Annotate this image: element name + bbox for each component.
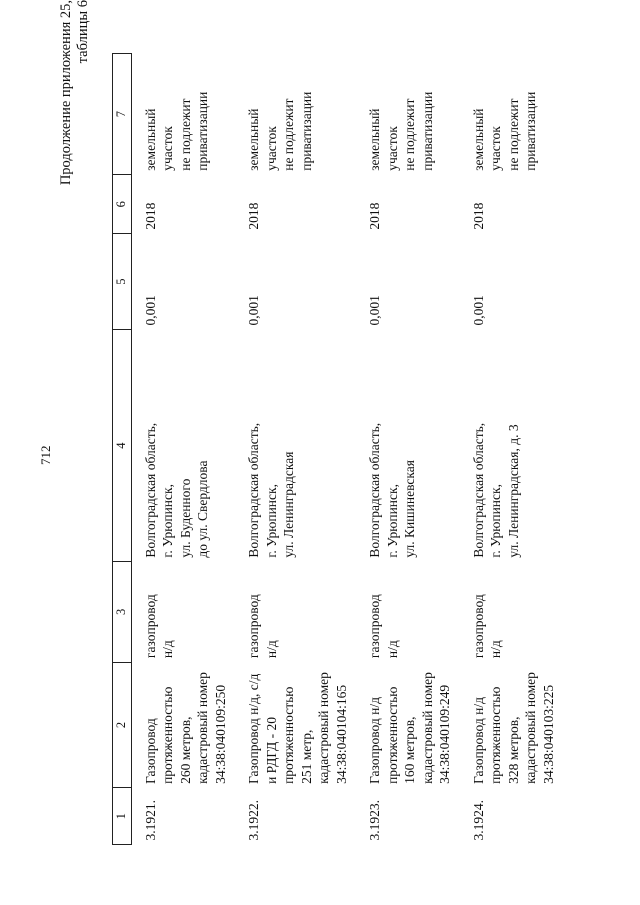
column-header-4: 4 [113, 330, 132, 562]
object-note: земельный участок не подлежит приватизации [246, 91, 314, 171]
table-header-row [113, 54, 132, 845]
object-area: 0,001 [470, 295, 486, 326]
column-header-6: 6 [113, 175, 132, 234]
column-header-1: 1 [113, 788, 132, 845]
object-type: газопровод н/д [142, 594, 175, 659]
object-type: газопровод н/д [246, 594, 279, 659]
row-number: 3.1921. [142, 800, 158, 841]
row-number: 3.1924. [470, 800, 486, 841]
column-header-3: 3 [113, 562, 132, 662]
table-row [356, 54, 460, 845]
object-note: земельный участок не подлежит приватизации [470, 91, 538, 171]
object-address: Волгоградская область, г. Урюпинск, ул. Буденного до ул. Свердлова [142, 422, 210, 558]
object-name: Газопровод протяженностью 260 метров, кадастровый номер 34:38:040109:250 [142, 672, 228, 784]
object-year: 2018 [367, 202, 382, 230]
continuation-line-1: Продолжение приложения 25, [58, 0, 74, 186]
object-name: Газопровод н/д, с/д и РДГД - 20 протяженностью 251 метр, кадастровый номер 34:38:040104:165 [246, 672, 349, 784]
row-number: 3.1923. [367, 800, 382, 841]
object-area: 0,001 [367, 295, 382, 326]
continuation-line-2: таблицы 6 [75, 0, 91, 64]
continuation-heading [58, 0, 92, 260]
object-year: 2018 [142, 202, 158, 230]
column-header-2: 2 [113, 662, 132, 788]
object-name: Газопровод н/д протяженностью 328 метров, кадастровый номер 34:38:040103:225 [470, 672, 556, 784]
page-number: 712 [38, 445, 53, 465]
table-row [131, 54, 235, 845]
object-area: 0,001 [142, 295, 158, 326]
object-year: 2018 [470, 202, 486, 230]
object-note: земельный участок не подлежит приватизации [142, 91, 210, 171]
object-type: газопровод н/д [470, 594, 503, 659]
object-year: 2018 [246, 202, 261, 230]
table-row [460, 54, 558, 845]
row-number: 3.1922. [246, 800, 261, 841]
object-address: Волгоградская область, г. Урюпинск, ул. Ленинградская, д. 3 [470, 422, 521, 558]
table-row [235, 54, 356, 845]
object-type: газопровод н/д [367, 594, 400, 659]
property-registry-table [112, 53, 557, 845]
object-note: земельный участок не подлежит приватизации [367, 91, 435, 171]
column-header-5: 5 [113, 234, 132, 330]
column-header-7: 7 [113, 54, 132, 175]
object-address: Волгоградская область, г. Урюпинск, ул. Ленинградская [246, 422, 296, 558]
object-address: Волгоградская область, г. Урюпинск, ул. Кишиневская [367, 422, 417, 558]
object-area: 0,001 [246, 295, 261, 326]
object-name: Газопровод н/д протяженностью 160 метров, кадастровый номер 34:38:040109:249 [367, 672, 452, 784]
